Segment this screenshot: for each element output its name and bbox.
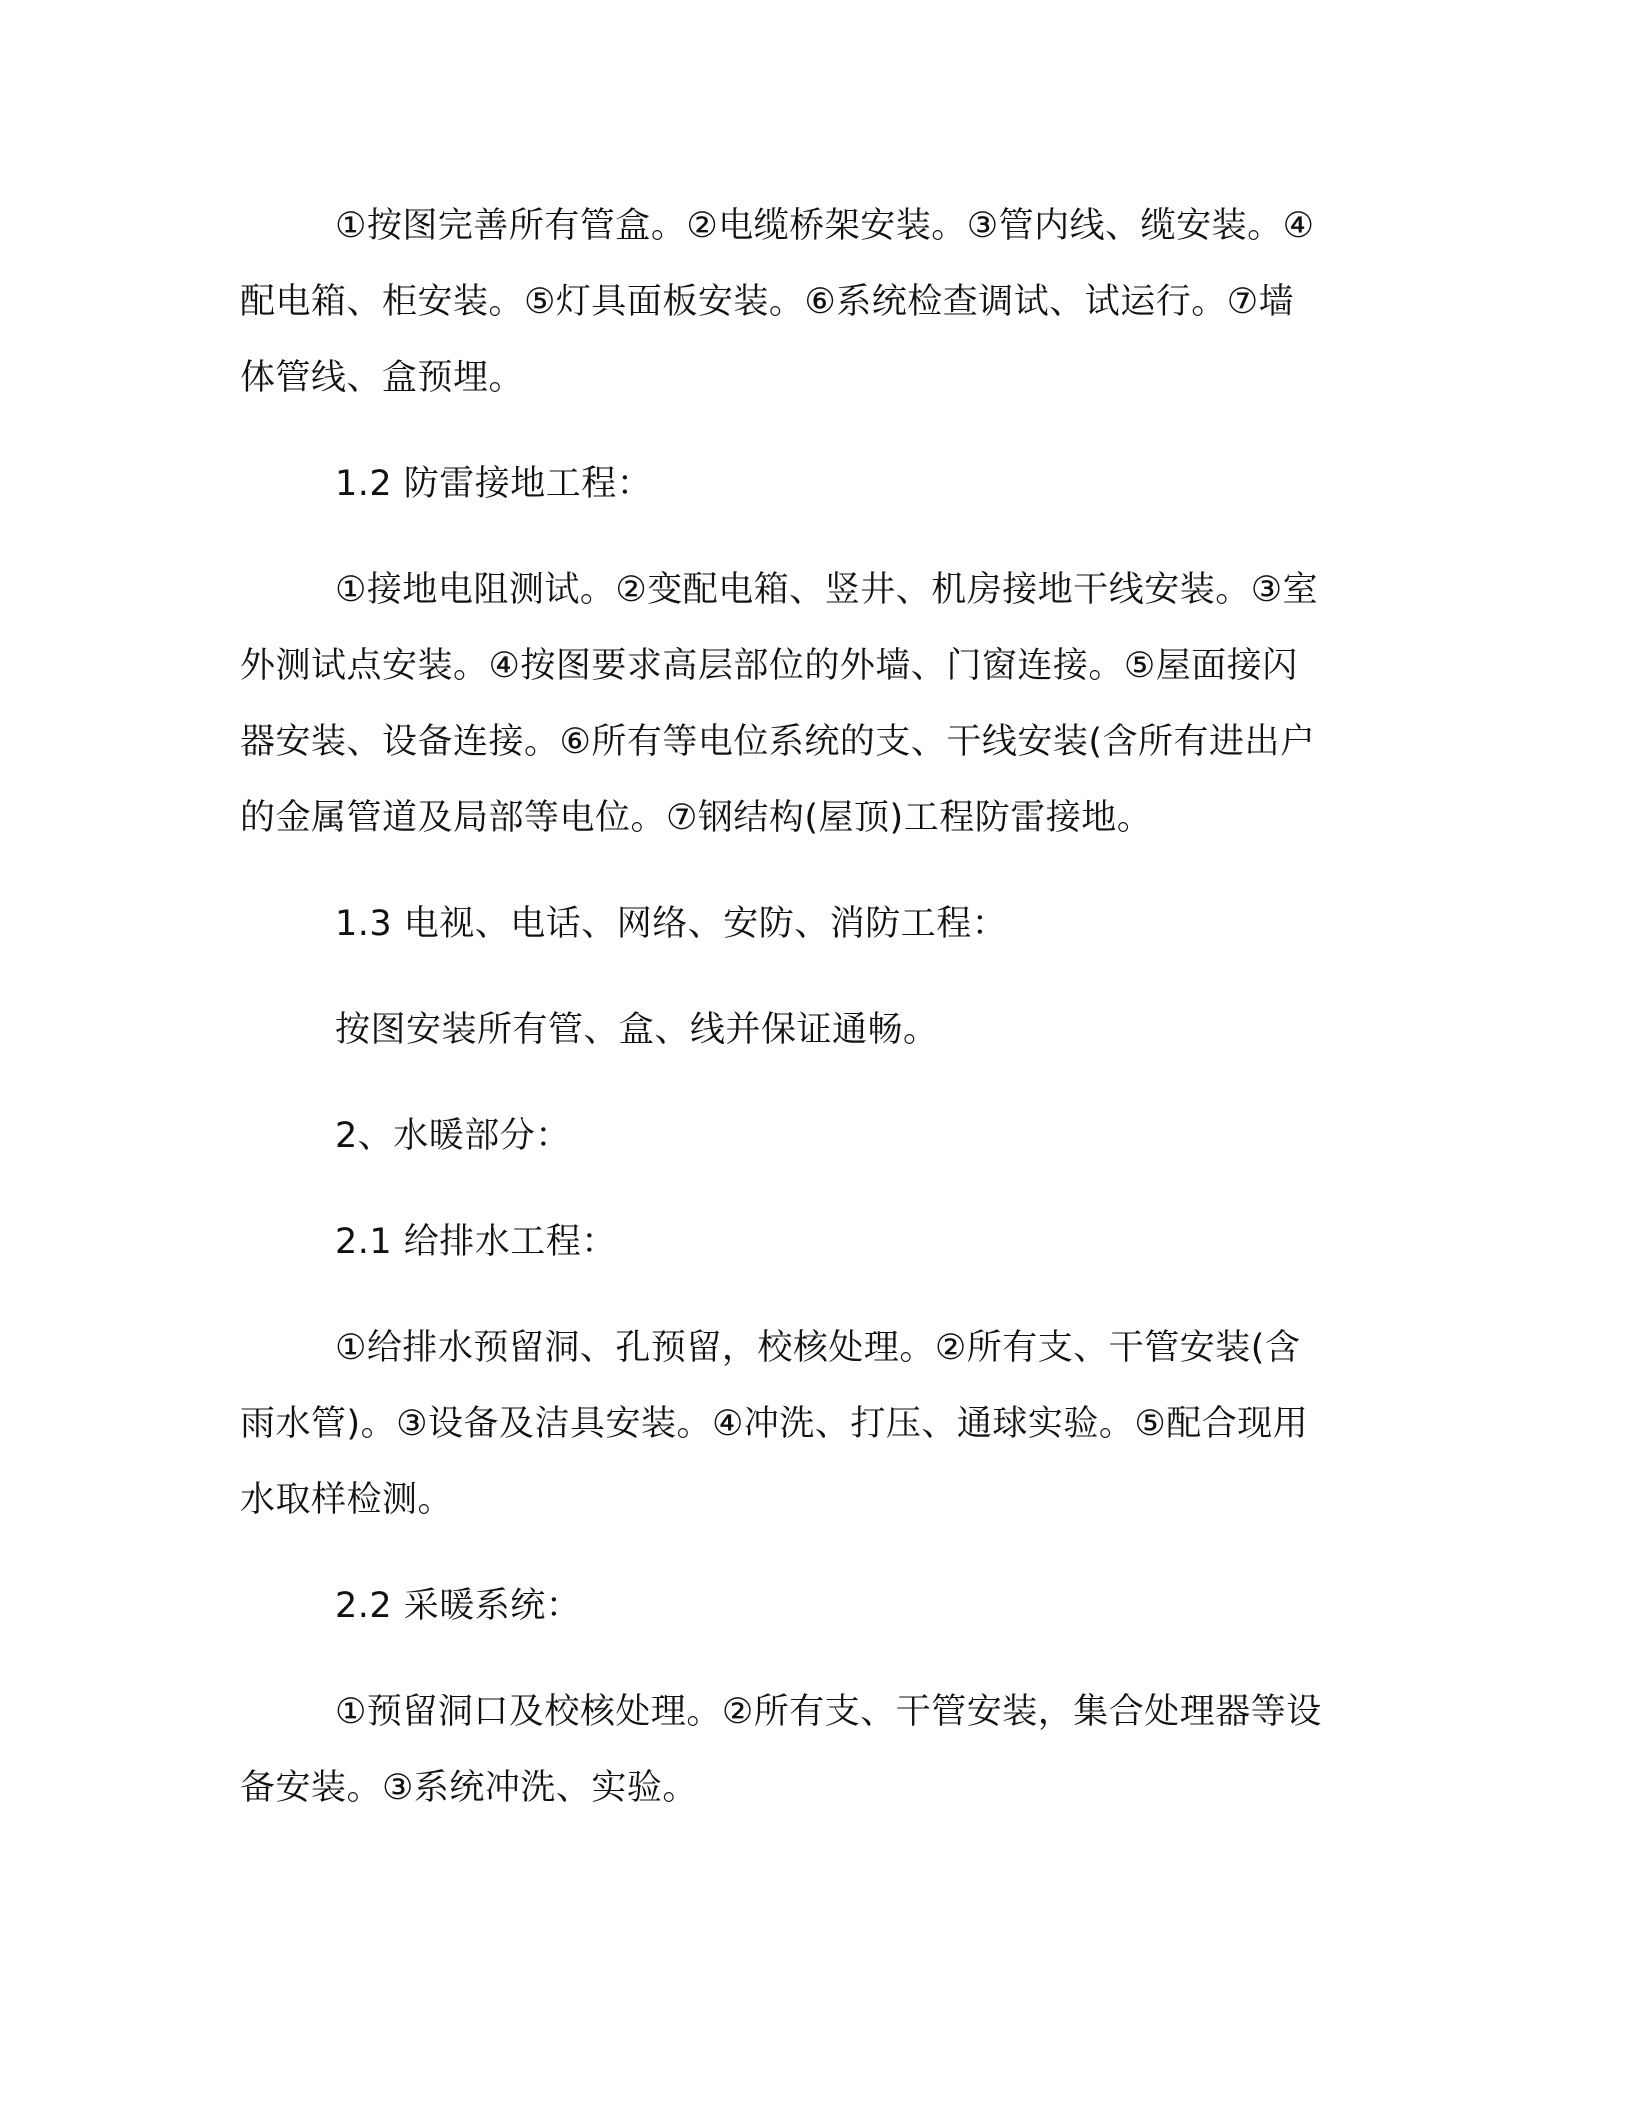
text-line: 器安装、设备连接。⑥所有等电位系统的支、干线安装(含所有进出户 <box>240 722 1316 762</box>
heading-heating-system <box>240 1568 1380 1644</box>
paragraph-electrical-steps <box>240 188 1380 416</box>
text-line: 的金属管道及局部等电位。⑦钢结构(屋顶)工程防雷接地。 <box>240 798 1153 838</box>
text-line: 备安装。③系统冲洗、实验。 <box>240 1768 698 1808</box>
heading-text: 2.1 给排水工程： <box>335 1222 617 1262</box>
heading-text: 1.2 防雷接地工程： <box>335 464 653 504</box>
paragraph-lightning-grounding-steps <box>240 552 1380 856</box>
paragraph-weak-current-steps <box>240 992 1380 1068</box>
heading-text: 1.3 电视、电话、网络、安防、消防工程： <box>335 904 1008 944</box>
heading-text: 2、水暖部分： <box>335 1116 571 1156</box>
paragraph-heating-steps <box>240 1674 1380 1826</box>
text-line: ①给排水预留洞、孔预留，校核处理。②所有支、干管安装(含 <box>335 1328 1301 1368</box>
heading-plumbing-heating <box>240 1098 1380 1174</box>
text-line: 外测试点安装。④按图要求高层部位的外墙、门窗连接。⑤屋面接闪 <box>240 646 1298 686</box>
text-line: ①接地电阻测试。②变配电箱、竖井、机房接地干线安装。③室 <box>335 570 1319 610</box>
heading-weak-current <box>240 886 1380 962</box>
text-line: 配电箱、柜安装。⑤灯具面板安装。⑥系统检查调试、试运行。⑦墙 <box>240 282 1295 322</box>
heading-text: 2.2 采暖系统： <box>335 1586 582 1626</box>
text-line: ①按图完善所有管盒。②电缆桥架安装。③管内线、缆安装。④ <box>335 206 1315 246</box>
heading-lightning-grounding <box>240 446 1380 522</box>
text-line: ①预留洞口及校核处理。②所有支、干管安装，集合处理器等设 <box>335 1692 1322 1732</box>
paragraph-water-supply-steps <box>240 1310 1380 1538</box>
text-line: 按图安装所有管、盒、线并保证通畅。 <box>335 1010 939 1050</box>
document-page <box>240 188 1380 1856</box>
heading-water-supply-drainage <box>240 1204 1380 1280</box>
text-line: 水取样检测。 <box>240 1480 454 1520</box>
text-line: 体管线、盒预埋。 <box>240 358 525 398</box>
text-line: 雨水管)。③设备及洁具安装。④冲洗、打压、通球实验。⑤配合现用 <box>240 1404 1309 1444</box>
